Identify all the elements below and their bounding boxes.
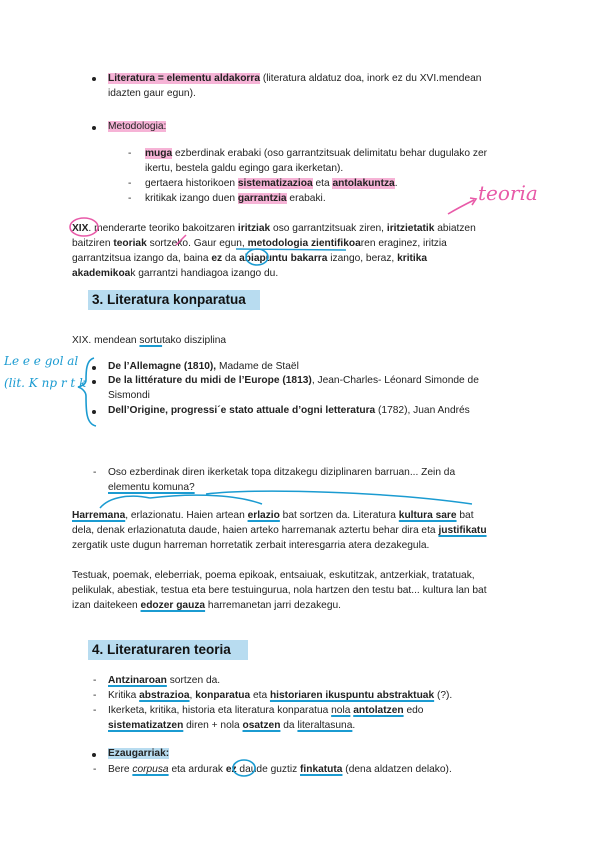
work-item (108, 373, 538, 403)
highlight: sistematizazioa (237, 178, 313, 189)
text-xix: XIX (72, 223, 89, 234)
highlight-literatura: Literatura = elementu aldakorra (108, 73, 261, 84)
text: zergatik uste dugun harreman horretatik zerbait interesgarria atera dezakegula. (72, 540, 430, 551)
text: Sismondi (108, 390, 150, 401)
text: garrantzitsua izango da, baina (72, 253, 212, 264)
sub-item-kritika (145, 191, 326, 206)
text: eta (250, 690, 270, 701)
s4-item (108, 703, 538, 733)
text: eta (312, 178, 333, 189)
text: nola (331, 705, 351, 716)
text: elementu komuna? (108, 482, 195, 493)
text: Harremana (72, 510, 126, 521)
dash: - (93, 675, 97, 686)
text: izango, beraz, (327, 253, 398, 264)
section-heading-3: 3. Literatura konparatua (88, 290, 260, 310)
dash: - (93, 467, 97, 478)
highlight-metodologia: Metodologia: (108, 121, 167, 132)
question (108, 465, 538, 495)
pink-arrow-head (470, 198, 476, 205)
text: gertaera historikoen (145, 178, 238, 189)
text: konparatua (195, 690, 251, 701)
s4-item (108, 673, 220, 688)
text: abstrazioa (139, 690, 190, 701)
text: bat sortzen da. Literatura (279, 510, 399, 521)
paragraph-xix (72, 221, 542, 281)
bullet-dot (92, 77, 96, 81)
text: abiatzen (434, 223, 476, 234)
text: da (222, 253, 240, 264)
text: Antzinaroan (108, 675, 167, 686)
dash: - (93, 764, 97, 775)
text: osatzen (242, 720, 281, 731)
text: Testuak, poemak, eleberriak, poema epikoak, entsaiuak, eskutitzak, antzerkiak, tratatuak, (72, 570, 475, 581)
sub-item-muga (145, 146, 555, 176)
text: Bere (108, 764, 133, 775)
text: edozer gauza (140, 600, 206, 611)
bullet-dot (92, 366, 96, 370)
pink-arrow (448, 200, 474, 214)
text-ez-circled: ez (211, 253, 223, 264)
text: (?). (434, 690, 453, 701)
text: Madame de Staël (216, 361, 299, 372)
highlight: antolakuntza (332, 178, 395, 189)
text: Ikerketa, kritika, historia eta literatura konparatua (108, 705, 332, 716)
text: antolatzen (353, 705, 404, 716)
bullet-dot (92, 126, 96, 130)
handwritten-note-teoria: teoria (478, 181, 538, 205)
text: Le e e gol al (4, 354, 79, 368)
text: dela, denak erlazionatuta daude, haien arteko harremanak aztertu behar dira eta (72, 525, 439, 536)
text: iritziak (237, 223, 271, 234)
teal-connector (150, 495, 262, 504)
text: sistematizatzen (108, 720, 184, 731)
text: kultura sare (398, 510, 457, 521)
text: literaltasuna (297, 720, 353, 731)
text: corpusa (132, 764, 169, 775)
text: edo (403, 705, 424, 716)
text: pelikulak, abestiak, testua eta bere testuingurua, nola hartzen den testu bat... kultura lan bat (72, 585, 487, 596)
paragraph-harremana (72, 508, 542, 553)
work-item (108, 359, 299, 374)
text: baitziren (72, 238, 114, 249)
text: k garrantzi handiagoa izango du. (130, 268, 279, 279)
dash: - (128, 148, 132, 159)
text: . (352, 720, 356, 731)
last-item (108, 762, 452, 777)
text: abiapuntu bakarra (239, 253, 328, 264)
text: kritika (397, 253, 428, 264)
dash: - (93, 705, 97, 716)
highlight: Ezaugarriak: (108, 748, 170, 759)
text: sortzen da. (166, 675, 221, 686)
text: iritzietatik (386, 223, 435, 234)
text: (lit. K np r t k (4, 376, 87, 390)
text: tako disziplina (162, 335, 227, 346)
sub-item-gertaera (145, 176, 398, 191)
text: akademikoa (72, 268, 131, 279)
text: diren + nola (183, 720, 243, 731)
dash: - (128, 178, 132, 189)
text: oso garrantzitsuak ziren, (270, 223, 387, 234)
teal-connector (100, 496, 150, 508)
text: (dena aldatzen delako). (342, 764, 452, 775)
bullet-dot (92, 410, 96, 414)
text: justifikatu (438, 525, 487, 536)
ezaugarriak-label (108, 746, 169, 761)
text: eta ardurak (168, 764, 226, 775)
s4-item (108, 688, 452, 703)
text: metodologia zientifikoa (247, 238, 361, 249)
paragraph-testuak (72, 568, 542, 613)
text: historiaren ikuspuntu abstraktuak (269, 690, 435, 701)
work-item (108, 403, 470, 418)
bullet-dot (92, 380, 96, 384)
text: (1782), Juan Andrés (375, 405, 470, 416)
text: da (280, 720, 298, 731)
text: XIX. mendean (72, 335, 140, 346)
text: harremanetan jarri dezakegu. (205, 600, 342, 611)
text: teoriak (113, 238, 147, 249)
section3-intro (72, 333, 226, 348)
text-ez-circled: ez (225, 764, 237, 775)
bullet-dot (92, 753, 96, 757)
text: ren eraginez, iritzia (360, 238, 447, 249)
text: kritikak izango duen (145, 193, 238, 204)
text: sortu (139, 335, 163, 346)
highlight-muga: muga (145, 148, 173, 159)
text: bat (456, 510, 474, 521)
section-heading-4: 4. Literaturaren teoria (88, 640, 248, 660)
text: . menderarte teoriko bakoitzaren (88, 223, 238, 234)
highlight: garrantzia (237, 193, 287, 204)
text: , Jean-Charles- Léonard Simonde de (311, 375, 479, 386)
bullet-metodologia (108, 119, 166, 134)
dash: - (128, 193, 132, 204)
text: ikertu, bestela galdu egingo gara ikerketan). (145, 163, 344, 174)
text: daude guztiz (236, 764, 301, 775)
text: Oso ezberdinak diren ikerketak topa ditzakegu diziplinaren barruan... Zein da (108, 467, 456, 478)
handwritten-margin-note (4, 350, 86, 394)
text: De l’Allemagne (1810), (108, 361, 217, 372)
text: Dell’Origine, progressi´e stato attuale d’ogni letteratura (108, 405, 376, 416)
text: De la littérature du midi de l’Europe (1813) (108, 375, 312, 386)
text: , erlazionatu. Haien artean (125, 510, 248, 521)
text: finkatuta (300, 764, 343, 775)
text: erabaki. (286, 193, 326, 204)
dash: - (93, 690, 97, 701)
text: sortzeko. Gaur egun, (146, 238, 248, 249)
text: idazten gaur egun). (108, 88, 196, 99)
text: (literatura aldatuz doa, inork ez du XVI.mendean (260, 73, 482, 84)
text: , (189, 690, 196, 701)
text: ezberdinak erabaki (oso garrantzitsuak delimitatu behar dugulako zer (172, 148, 488, 159)
text: izan daitekeen (72, 600, 141, 611)
bullet-literatura (108, 71, 548, 101)
text: . (394, 178, 398, 189)
text: erlazio (247, 510, 280, 521)
text: Kritika (108, 690, 140, 701)
